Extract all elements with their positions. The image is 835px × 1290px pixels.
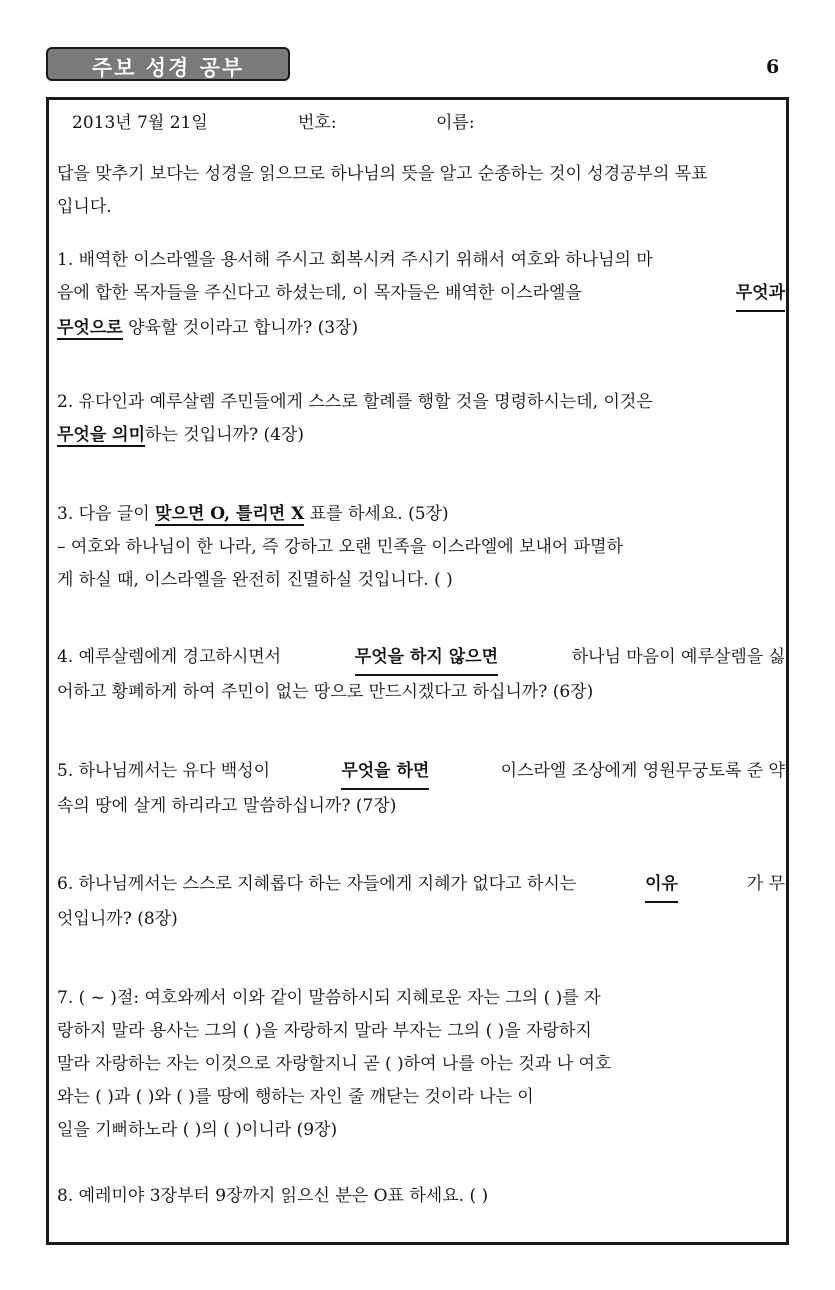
question-7 (57, 982, 785, 1147)
question-text: 4. 예루살렘에게 경고하시면서 (57, 647, 282, 667)
question-line (57, 419, 785, 452)
question-text: 양육할 것이라고 합니까? (3장) (122, 318, 359, 338)
question-2 (57, 386, 785, 452)
question-text: 6. 하나님께서는 스스로 지혜롭다 하는 자들에게 지혜가 없다고 하시는 (57, 874, 577, 894)
emphasis-text: 무엇과 (736, 277, 785, 312)
question-text: 5. 하나님께서는 유다 백성이 (57, 761, 271, 781)
emphasis-text: 무엇으로 (57, 318, 123, 338)
emphasis-text: 무엇을 하지 않으면 (355, 641, 498, 676)
question-line: 어하고 황폐하게 하여 주민이 없는 땅으로 만드시겠다고 하십니까? (6장) (57, 682, 594, 702)
intro-paragraph (57, 158, 785, 224)
date: 2013년 7월 21일 (72, 113, 208, 133)
question-line: 1. 배역한 이스라엘을 용서해 주시고 회복시켜 주시기 위해서 여호와 하나님의 마 (57, 250, 653, 270)
question-line: – 여호와 하나님이 한 나라, 즉 강하고 오랜 민족을 이스라엘에 보내어 파멸하 (57, 537, 624, 557)
number-label: 번호: (298, 113, 337, 133)
question-4 (57, 641, 785, 709)
question-line (57, 755, 785, 790)
question-3 (57, 498, 785, 597)
emphasis-text: 무엇을 의미 (57, 425, 146, 445)
question-line (57, 277, 785, 312)
question-line: 와는 ( )과 ( )와 ( )를 땅에 행하는 자인 줄 깨닫는 것이라 나는 이 (57, 1087, 534, 1107)
question-text: 하나님 마음이 예루살렘을 싫 (571, 647, 785, 667)
question-text: 가 무 (746, 874, 785, 894)
question-text: 표를 하세요. (5장) (304, 504, 449, 524)
question-line: 랑하지 말라 용사는 그의 ( )을 자랑하지 말라 부자는 그의 ( )을 자랑하지 (57, 1021, 592, 1041)
emphasis-text: 맞으면 O, 틀리면 X (155, 504, 305, 524)
intro-line: 입니다. (57, 197, 112, 217)
question-text: 음에 합한 목자들을 주신다고 하셨는데, 이 목자들은 배역한 이스라엘을 (57, 283, 582, 303)
emphasis-text: 무엇을 하면 (341, 755, 429, 790)
emphasis-text: 이유 (645, 868, 678, 903)
question-line (57, 498, 785, 531)
question-line: 엇입니까? (8장) (57, 909, 178, 929)
question-line: 속의 땅에 살게 하리라고 말씀하십니까? (7장) (57, 796, 397, 816)
question-line (57, 868, 785, 903)
name-label: 이름: (436, 113, 475, 133)
question-text: 하는 것입니까? (4장) (145, 425, 304, 445)
intro-line: 답을 맞추기 보다는 성경을 읽으므로 하나님의 뜻을 알고 순종하는 것이 성경공부의 목표 (57, 164, 708, 184)
page-number: 6 (766, 56, 780, 78)
question-1 (57, 244, 785, 345)
question-line: 8. 예레미야 3장부터 9장까지 읽으신 분은 O표 하세요. ( ) (57, 1186, 489, 1206)
question-text: 3. 다음 글이 (57, 504, 156, 524)
question-8 (57, 1180, 785, 1213)
question-line: 2. 유다인과 예루살렘 주민들에게 스스로 할례를 행할 것을 명령하시는데, 이것은 (57, 392, 653, 412)
question-5 (57, 755, 785, 823)
question-line: 게 하실 때, 이스라엘을 완전히 진멸하실 것입니다. ( ) (57, 570, 453, 590)
question-line (57, 312, 785, 345)
question-line (57, 641, 785, 676)
question-line: 7. ( ~ )절: 여호와께서 이와 같이 말씀하시되 지혜로운 자는 그의 ( )를 자 (57, 988, 601, 1008)
question-6 (57, 868, 785, 936)
question-line: 일을 기뻐하노라 ( )의 ( )이니라 (9장) (57, 1120, 338, 1140)
section-title-tab (46, 47, 290, 81)
question-line: 말라 자랑하는 자는 이것으로 자랑할지니 곧 ( )하여 나를 아는 것과 나 여호 (57, 1054, 612, 1074)
section-title: 주보 성경 공부 (91, 56, 245, 80)
question-text: 이스라엘 조상에게 영원무궁토록 준 약 (500, 761, 785, 781)
